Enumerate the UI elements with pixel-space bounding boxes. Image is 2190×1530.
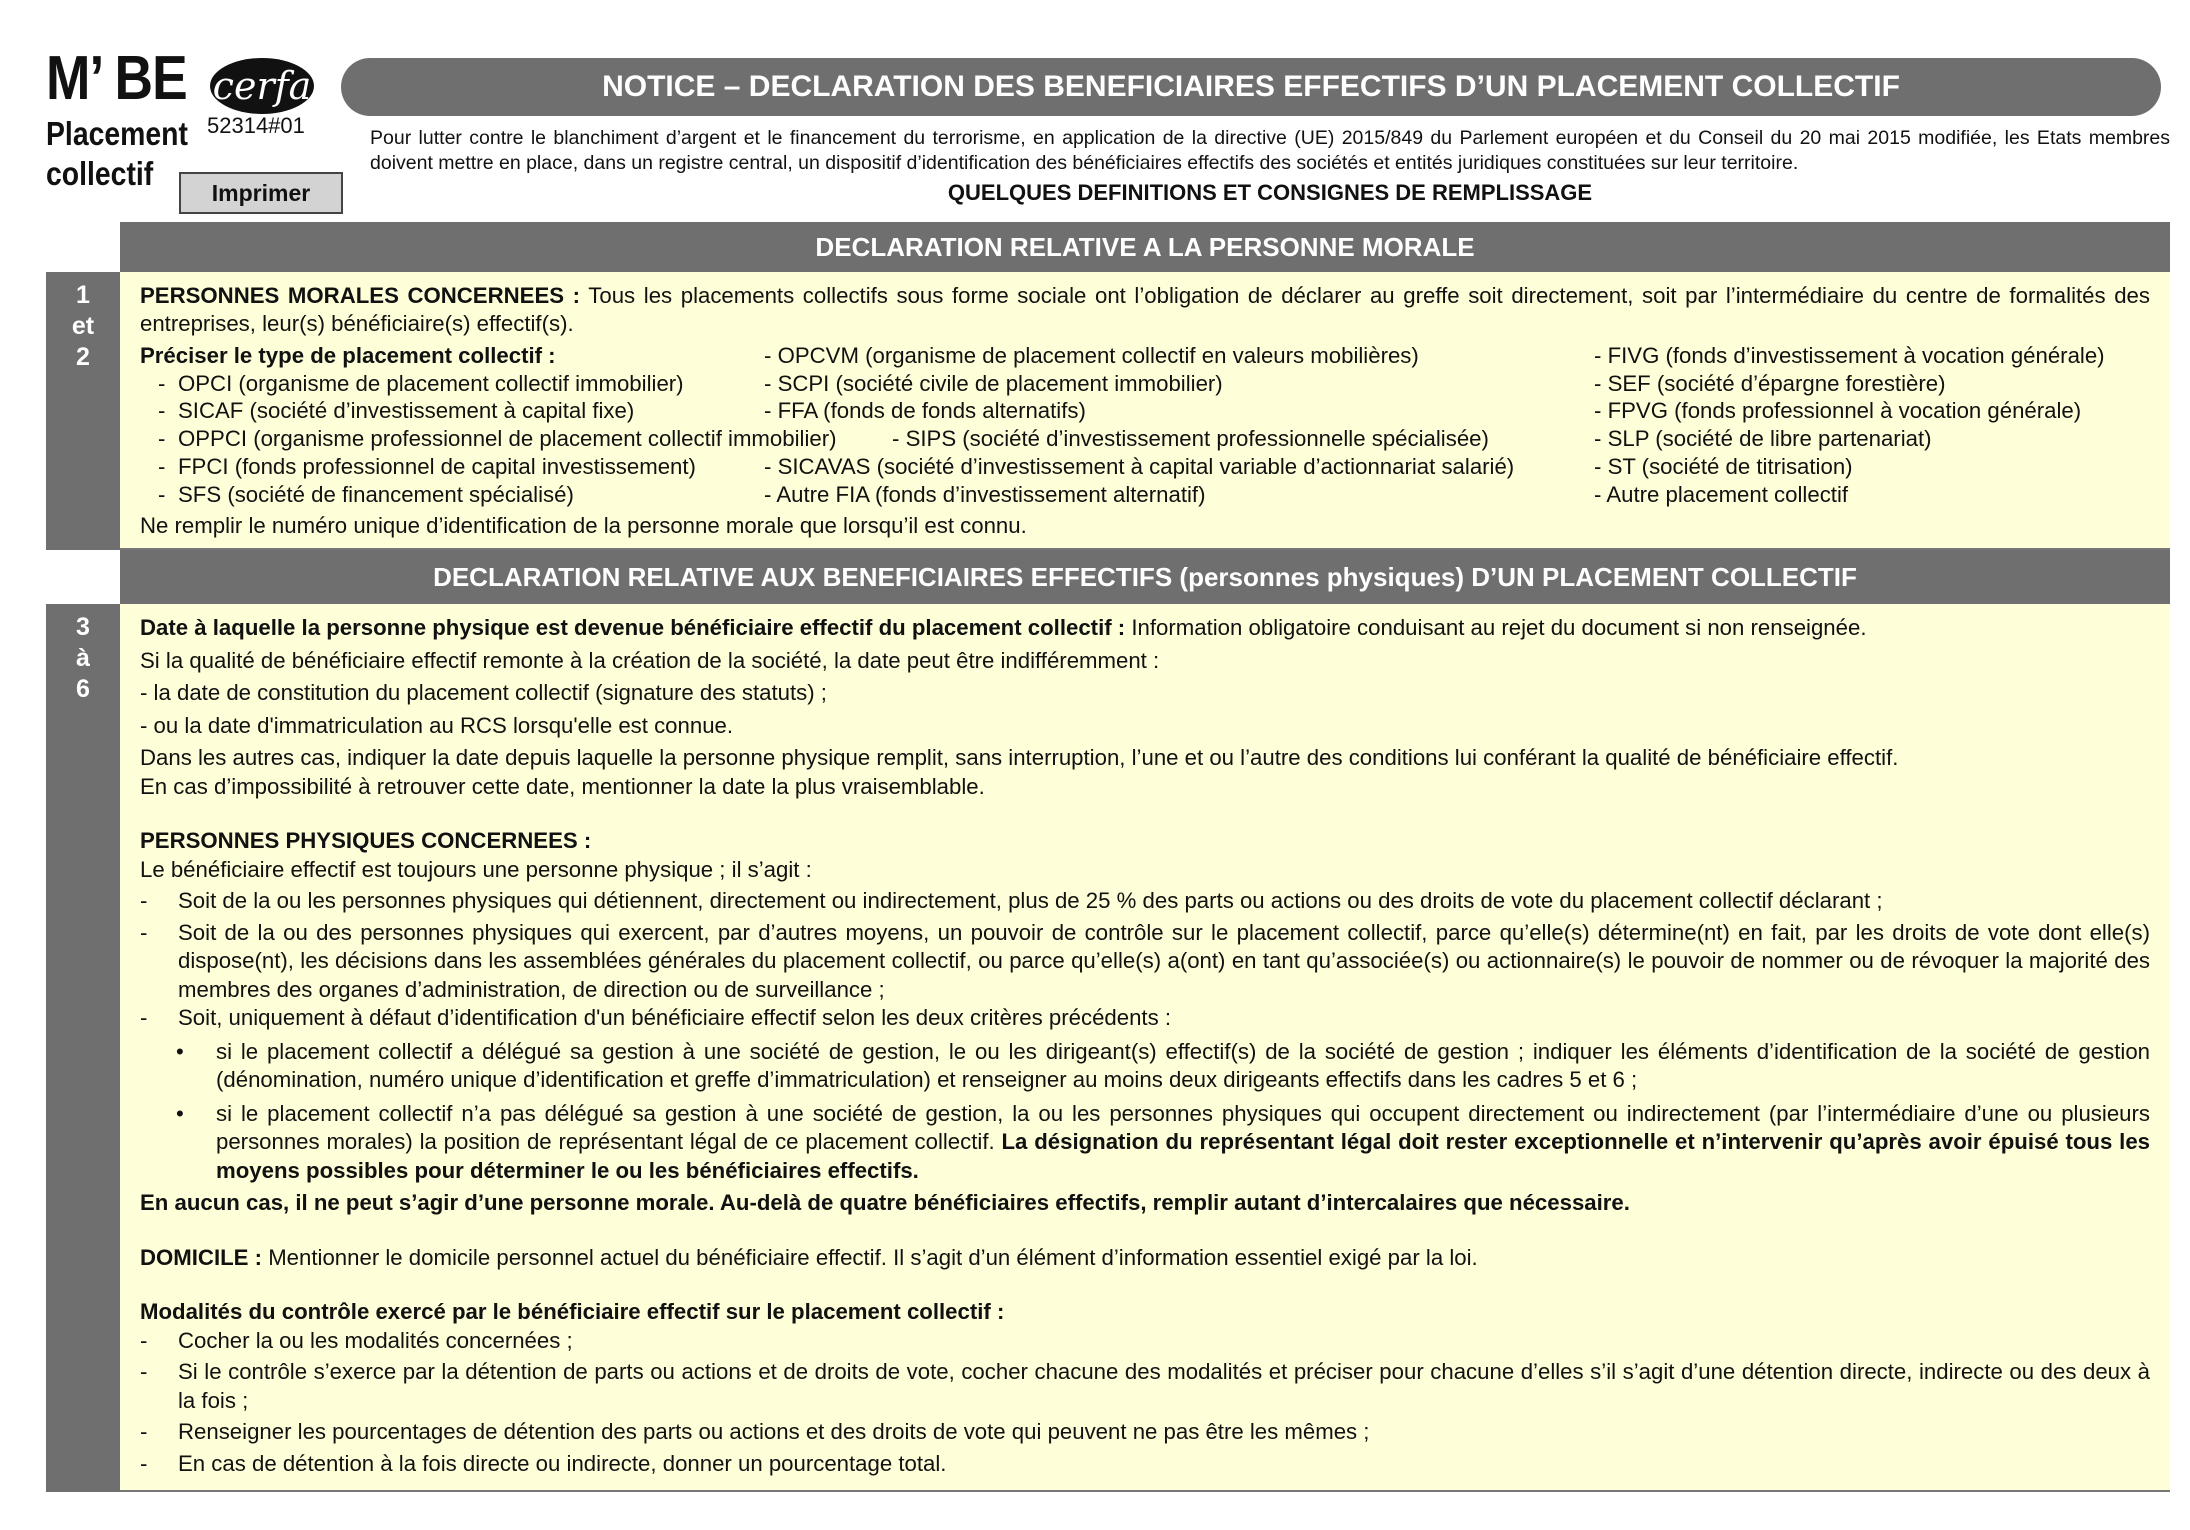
list-item: - Soit, uniquement à défaut d’identification d'un bénéficiaire effectif selon les deux critères précédents :	[140, 1005, 1172, 1030]
section2-band-title-part2: (personnes physiques)	[1179, 561, 1465, 592]
section1-type-label: Préciser le type de placement collectif :	[140, 343, 556, 368]
domicile-label: DOMICILE :	[140, 1244, 263, 1270]
cerfa-logo: cerfa	[210, 58, 314, 114]
date-paragraph	[140, 614, 2150, 643]
list-item: - OPCI (organisme de placement collectif immobilier)	[158, 370, 684, 396]
list-item: - OPCVM (organisme de placement collectif en valeurs mobilières)	[764, 343, 1419, 368]
section2-band-title-part3: D’UN PLACEMENT COLLECTIF	[1471, 561, 1857, 592]
form-subtitle-line-1: Placement	[46, 115, 188, 152]
section2-side-2: à	[76, 644, 90, 672]
form-subtitle	[46, 114, 188, 194]
date-line-2: Si la qualité de bénéficiaire effectif remonte à la création de la société, la date peut être indifféremment :	[140, 647, 1160, 673]
bullet-item: • si le placement collectif n’a pas délégué sa gestion à une société de gestion, la ou les personnes physiques qui occupent directement ou indirectement (par l’intermédiaire d’une ou plusieurs personnes morales) la position de représentant légal de ce placement collectif. La désignation du représentant légal doit rester exceptionnelle et n’intervenir qu’après avoir épuisé tous les moyens possibles pour déterminer le ou les bénéficiaires effectifs.	[176, 1100, 2150, 1183]
pp-label: PERSONNES PHYSIQUES CONCERNEES :	[140, 828, 592, 853]
section1-pm-paragraph	[140, 282, 2150, 338]
section1-footer: Ne remplir le numéro unique d’identification de la personne morale que lorsqu’il est connu.	[140, 513, 1027, 538]
section1-pm-text: Tous les placements collectifs sous forme sociale ont l’obligation de déclarer au greffe soit directement, soit par l’intermédiaire du centre de formalités des entreprises, leur(s) bénéficiaire(s) effectif(s).	[140, 283, 2150, 336]
list-item: - Cocher la ou les modalités concernées ;	[140, 1327, 573, 1353]
print-button[interactable]: Imprimer	[179, 172, 343, 214]
section2-band-title-part1: DECLARATION RELATIVE AUX BENEFICIAIRES EFFECTIFS	[433, 561, 1173, 592]
list-item: - OPPCI (organisme professionnel de placement collectif immobilier)	[158, 426, 837, 452]
section1-side-label	[46, 272, 120, 550]
section1-col3	[1594, 342, 2105, 508]
bullet-item: • si le placement collectif a délégué sa gestion à une société de gestion, le ou les dirigeant(s) effectif(s) de la société de gestion ; indiquer les éléments d’identification de la société de gestion (dénomination, numéro unique d’identification et greffe d’immatriculation) et renseigner au moins deux dirigeants effectifs dans les cadres 5 et 6 ;	[176, 1038, 2150, 1092]
section2-side-1: 3	[76, 613, 90, 641]
section1-side-2: et	[71, 312, 95, 340]
list-item: - FPCI (fonds professionnel de capital investissement)	[158, 453, 696, 479]
section2-content	[140, 614, 2150, 1478]
list-item: - ST (société de titrisation)	[1594, 453, 1853, 479]
list-item: - Soit de la ou les personnes physiques qui détiennent, directement ou indirectement, plus de 25 % des parts ou actions ou des droits de vote du placement collectif déclarant ;	[140, 888, 1883, 913]
list-item: - SICAVAS (société d’investissement à capital variable d’actionnariat salarié)	[764, 453, 1515, 479]
domicile-paragraph	[140, 1244, 2150, 1273]
form-code: M’ BE	[46, 44, 187, 113]
date-line-5: Dans les autres cas, indiquer la date depuis laquelle la personne physique remplit, sans interruption, l’une et ou l’autre des conditions lui conférant la qualité de bénéficiaire effectif.	[140, 745, 1899, 770]
section1-col2	[764, 342, 1514, 508]
modalites-label: Modalités du contrôle exercé par le bénéficiaire effectif sur le placement collectif :	[140, 1299, 1005, 1324]
section2-panel	[120, 604, 2170, 1492]
list-item: - Soit de la ou des personnes physiques qui exercent, par d’autres moyens, un pouvoir de contrôle sur le placement collectif, parce qu’elle(s) détermine(nt) en fait, par les droits de vote dont elle(s) dispose(nt), les décisions dans les assemblées générales du placement collectif, ou parce qu’elle(s) a(ont) en tant qu’associée(s) ou actionnaire(s) le pouvoir de nommer ou de révoquer la majorité des membres des organes d’administration, de direction ou de surveillance ;	[140, 919, 2150, 1002]
pp-line-1: Le bénéficiaire effectif est toujours une personne physique ; il s’agit :	[140, 856, 812, 882]
list-item: - FFA (fonds de fonds alternatifs)	[764, 398, 1086, 424]
section1-band-title: DECLARATION RELATIVE A LA PERSONNE MORALE	[120, 222, 2170, 272]
date-line-6: En cas d’impossibilité à retrouver cette date, mentionner la date la plus vraisemblable.	[140, 773, 985, 799]
section1-panel	[120, 272, 2170, 550]
date-line-3: - la date de constitution du placement collectif (signature des statuts) ;	[140, 680, 827, 705]
list-item: - SICAF (société d’investissement à capital fixe)	[158, 398, 635, 424]
section2-band-title	[120, 550, 2170, 604]
section1-side-3: 2	[76, 343, 90, 371]
list-item: - SCPI (société civile de placement immobilier)	[764, 370, 1223, 396]
definitions-heading: QUELQUES DEFINITIONS ET CONSIGNES DE REMPLISSAGE	[947, 180, 1593, 205]
list-item: - SFS (société de financement spécialisé)	[158, 481, 574, 507]
form-subtitle-line-2: collectif	[46, 155, 154, 192]
list-item: - En cas de détention à la fois directe ou indirecte, donner un pourcentage total.	[140, 1450, 947, 1476]
domicile-text: Mentionner le domicile personnel actuel du bénéficiaire effectif. Il s’agit d’un élément d’information essentiel exigé par la loi.	[268, 1244, 1478, 1270]
date-line-4: - ou la date d'immatriculation au RCS lorsqu'elle est connue.	[140, 712, 734, 738]
cerfa-number: 52314#01	[207, 113, 305, 138]
list-item: - Renseigner les pourcentages de détention des parts ou actions et des droits de vote qui peuvent ne pas être les mêmes ;	[140, 1419, 1370, 1444]
list-item: - FIVG (fonds d’investissement à vocation générale)	[1594, 343, 2105, 368]
pp-final: En aucun cas, il ne peut s’agir d’une personne morale. Au-delà de quatre bénéficiaires effectifs, remplir autant d’intercalaires que nécessaire.	[140, 1190, 1630, 1215]
list-item: - SEF (société d’épargne forestière)	[1594, 370, 1946, 396]
section1-pm-label: PERSONNES MORALES CONCERNEES :	[140, 283, 581, 308]
list-item: - Autre FIA (fonds d’investissement alternatif)	[764, 481, 1206, 507]
list-item: - Autre placement collectif	[1594, 481, 1849, 507]
notice-title: NOTICE – DECLARATION DES BENEFICIAIRES EFFECTIFS D’UN PLACEMENT COLLECTIF	[341, 58, 2161, 116]
section2-side-label	[46, 604, 120, 1492]
section1-col1	[140, 342, 837, 508]
list-item: - Si le contrôle s’exerce par la détention de parts ou actions et de droits de vote, cocher chacune des modalités et préciser pour chacune d’elles s’il s’agit d’une détention directe, indirecte ou des deux à la fois ;	[140, 1359, 2150, 1413]
intro-paragraph: Pour lutter contre le blanchiment d’argent et le financement du terrorisme, en application de la directive (UE) 2015/849 du Parlement européen et du Conseil du 20 mai 2015 modifiée, les Etats membres doivent mettre en place, dans un registre central, un dispositif d’identification des bénéficiaires effectifs des sociétés et entités juridiques constituées sur leur territoire.	[370, 127, 2170, 174]
section2-side-3: 6	[76, 675, 90, 703]
list-item: - SLP (société de libre partenariat)	[1594, 426, 1932, 452]
list-item: - SIPS (société d’investissement professionnelle spécialisée)	[892, 426, 1489, 452]
date-text: Information obligatoire conduisant au rejet du document si non renseignée.	[1131, 615, 1867, 640]
date-label: Date à laquelle la personne physique est devenue bénéficiaire effectif du placement collectif :	[140, 615, 1126, 640]
list-item: - FPVG (fonds professionnel à vocation générale)	[1594, 398, 2082, 424]
section1-side-1: 1	[76, 281, 90, 309]
